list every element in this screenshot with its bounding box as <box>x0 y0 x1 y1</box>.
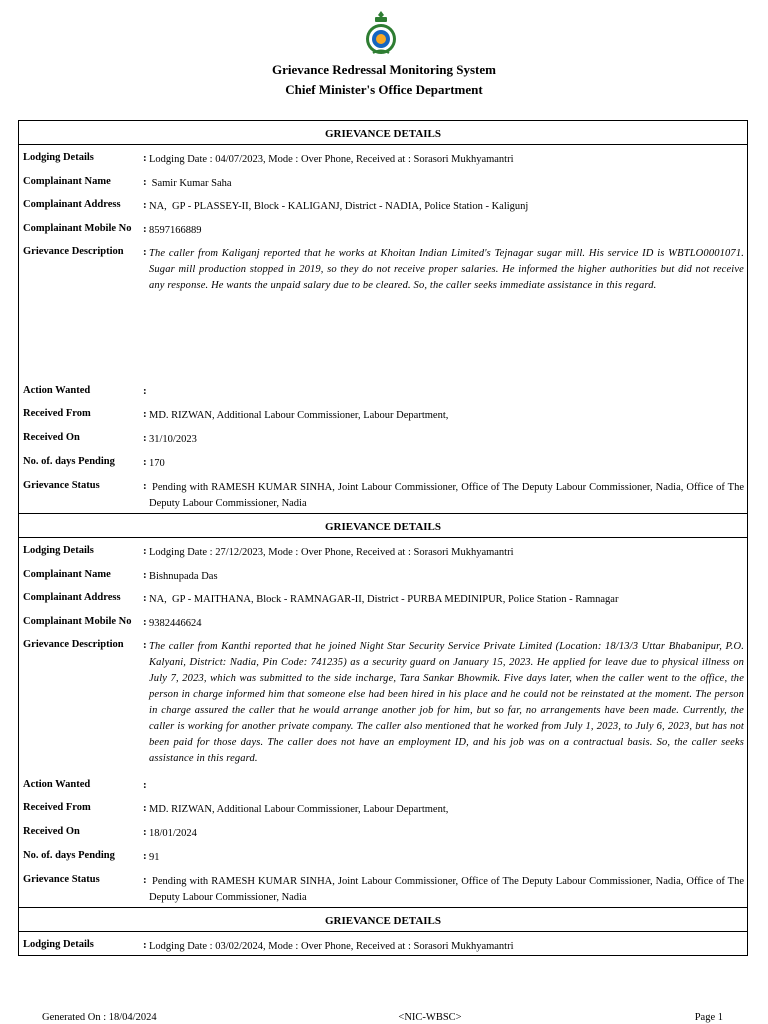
field-label: No. of. days Pending <box>23 456 115 467</box>
field-colon: : <box>143 616 147 628</box>
field-label: Grievance Status <box>23 874 100 885</box>
received-from-value: MD. RIZWAN, Additional Labour Commissioner, Labour Department, <box>149 804 449 815</box>
field-colon: : <box>143 569 147 581</box>
field-colon: : <box>143 850 147 862</box>
field-colon: : <box>143 874 147 886</box>
state-emblem-icon <box>361 9 401 57</box>
field-label: Complainant Address <box>23 199 121 210</box>
complainant-mobile-value: 8597166889 <box>149 225 202 236</box>
action-wanted-row <box>19 772 747 795</box>
generated-on-text: Generated On : 18/04/2024 <box>42 1012 157 1023</box>
field-colon: : <box>143 456 147 468</box>
field-label: Grievance Description <box>23 639 124 650</box>
lodging-details-row <box>19 932 747 956</box>
field-colon: : <box>143 223 147 235</box>
field-label: Complainant Name <box>23 569 111 580</box>
field-label: Complainant Address <box>23 592 121 603</box>
complainant-address-value: NA, GP - PLASSEY-II, Block - KALIGANJ, District - NADIA, Police Station - Kaligunj <box>149 201 529 212</box>
field-label: Complainant Mobile No <box>23 223 132 234</box>
field-colon: : <box>143 408 147 420</box>
grievance-records-table <box>18 120 748 956</box>
lodging-details-row <box>19 145 747 169</box>
field-label: Action Wanted <box>23 385 91 396</box>
received-from-row <box>19 401 747 425</box>
field-colon: : <box>143 639 147 651</box>
received-from-value: MD. RIZWAN, Additional Labour Commissioner, Labour Department, <box>149 410 449 421</box>
department-subtitle: Chief Minister's Office Department <box>285 82 483 97</box>
field-colon: : <box>143 385 147 397</box>
field-colon: : <box>143 826 147 838</box>
received-on-value: 18/01/2024 <box>149 828 197 839</box>
field-colon: : <box>143 432 147 444</box>
lodging-details-row <box>19 538 747 562</box>
complainant-name-row <box>19 169 747 192</box>
grievance-status-row <box>19 473 747 513</box>
field-label: Complainant Mobile No <box>23 616 132 627</box>
complainant-mobile-value: 9382446624 <box>149 618 202 629</box>
section-header: GRIEVANCE DETAILS <box>19 908 747 932</box>
grievance-description-row <box>19 632 747 772</box>
grievance-description-row <box>19 239 747 378</box>
complainant-name-row <box>19 562 747 585</box>
field-label: Complainant Name <box>23 176 111 187</box>
section-header: GRIEVANCE DETAILS <box>19 121 747 145</box>
received-from-row <box>19 795 747 819</box>
field-colon: : <box>143 152 147 164</box>
complainant-address-row <box>19 585 747 609</box>
field-colon: : <box>143 592 147 604</box>
complainant-name-value: Samir Kumar Saha <box>149 178 232 189</box>
field-colon: : <box>143 802 147 814</box>
lodging-details-value: Lodging Date : 04/07/2023, Mode : Over Phone, Received at : Sorasori Mukhyamantri <box>149 154 514 165</box>
field-colon: : <box>143 779 147 791</box>
action-wanted-row <box>19 378 747 401</box>
field-label: Grievance Description <box>23 246 124 257</box>
days-pending-row <box>19 843 747 867</box>
field-label: Received On <box>23 826 80 837</box>
field-colon: : <box>143 199 147 211</box>
field-colon: : <box>143 545 147 557</box>
grievance-record <box>19 907 747 956</box>
received-on-row <box>19 425 747 449</box>
received-on-row <box>19 819 747 843</box>
field-label: Action Wanted <box>23 779 91 790</box>
page-title: Grievance Redressal Monitoring System <box>272 62 496 77</box>
grievance-description-value: The caller from Kanthi reported that he joined Night Star Security Service Private Limited (Location: 18/13/3 Uttar Bhabanipur, P.O. Kalyani, District: Nadia, Pin Code: 741235) as a security guard on January 15, 2023. He applied for leave due to physical illness on July 7, 2023, which was submitted to the side incharge, Tara Sankar Bhowmik. Five days later, when the caller went to the office, the person in charge informed him that someone else had been hired in his place and he could not be reinstated at the moment. The person in charge assured the caller that he would arrange another job for him, but so far, no arrangements have been made. Currently, the caller is working for another private company. The caller also mentioned that he worked from July 1, 2023, to July 6, 2023, but has not been paid for those days. The caller does not have an employment ID, and his job was on a contractual basis. So, the caller seeks assistance in this regard. <box>149 641 744 764</box>
field-label: Received From <box>23 408 91 419</box>
field-label: No. of. days Pending <box>23 850 115 861</box>
grievance-status-row <box>19 867 747 907</box>
field-colon: : <box>143 480 147 492</box>
lodging-details-value: Lodging Date : 27/12/2023, Mode : Over Phone, Received at : Sorasori Mukhyamantri <box>149 547 514 558</box>
grievance-status-value: Pending with RAMESH KUMAR SINHA, Joint Labour Commissioner, Office of The Deputy Labour Commissioner, Nadia, Office of The Deputy Labour Commissioner, Nadia <box>149 482 747 509</box>
complainant-address-row <box>19 192 747 216</box>
days-pending-value: 91 <box>149 852 160 863</box>
system-tag-text: <NIC-WBSC> <box>398 1012 462 1023</box>
days-pending-value: 170 <box>149 458 165 469</box>
complainant-mobile-row <box>19 609 747 632</box>
grievance-description-value: The caller from Kaliganj reported that he works at Khoitan Indian Limited's Tejnagar sugar mill. His service ID is WBTLO0001071. Sugar mill production stopped in 2019, so they do not receive proper salaries. He informed the higher authorities but did not receive any response. He wants the unpaid salary due to be cleared. So, the caller seeks immediate assistance in this regard. <box>149 248 744 291</box>
section-header: GRIEVANCE DETAILS <box>19 514 747 538</box>
days-pending-row <box>19 449 747 473</box>
complainant-mobile-row <box>19 216 747 239</box>
field-label: Lodging Details <box>23 152 94 163</box>
field-label: Lodging Details <box>23 939 94 950</box>
field-label: Received On <box>23 432 80 443</box>
field-label: Lodging Details <box>23 545 94 556</box>
grievance-status-value: Pending with RAMESH KUMAR SINHA, Joint Labour Commissioner, Office of The Deputy Labour Commissioner, Nadia, Office of The Deputy Labour Commissioner, Nadia <box>149 876 747 903</box>
complainant-address-value: NA, GP - MAITHANA, Block - RAMNAGAR-II, District - PURBA MEDINIPUR, Police Station - Ramnagar <box>149 594 619 605</box>
field-colon: : <box>143 246 147 258</box>
field-label: Received From <box>23 802 91 813</box>
received-on-value: 31/10/2023 <box>149 434 197 445</box>
field-colon: : <box>143 176 147 188</box>
lodging-details-value: Lodging Date : 03/02/2024, Mode : Over Phone, Received at : Sorasori Mukhyamantri <box>149 941 514 952</box>
page-number-text: Page 1 <box>694 1012 723 1023</box>
field-colon: : <box>143 939 147 951</box>
grievance-record <box>19 513 747 907</box>
field-label: Grievance Status <box>23 480 100 491</box>
grievance-record <box>19 121 747 513</box>
complainant-name-value: Bishnupada Das <box>149 571 218 582</box>
